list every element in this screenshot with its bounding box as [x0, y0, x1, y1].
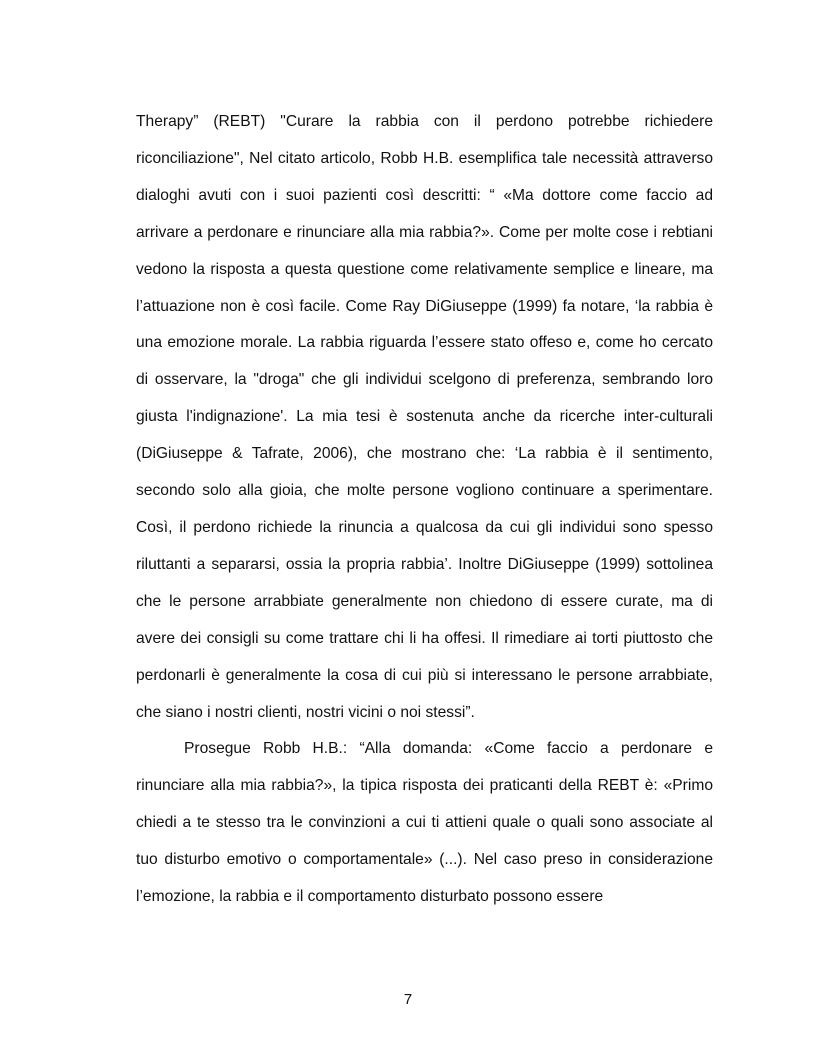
- paragraph-1: Therapy” (REBT) "Curare la rabbia con il perdono potrebbe richiedere riconciliazione", Nel citato articolo, Robb H.B. esemplifica tale necessità attraverso dialoghi avuti con i suoi pazienti così descritti: “ «Ma dottore come faccio ad arrivare a perdonare e rinunciare alla mia rabbia?». Come per molte cose i rebtiani vedono la risposta a questa questione come relativamente semplice e lineare, ma l’attuazione non è così facile. Come Ray DiGiuseppe (1999) fa notare, ‘la rabbia è una emozione morale. La rabbia riguarda l’essere stato offeso e, come ho cercato di osservare, la "droga" che gli individui scelgono di preferenza, sembrando loro giusta l'indignazione'. La mia tesi è sostenuta anche da ricerche inter-culturali (DiGiuseppe & Tafrate, 2006), che mostrano che: ‘La rabbia è il sentimento, secondo solo alla gioia, che molte persone vogliono continuare a sperimentare. Così, il perdono richiede la rinuncia a qualcosa da cui gli individui sono spesso riluttanti a separarsi, ossia la propria rabbia’. Inoltre DiGiuseppe (1999) sottolinea che le persone arrabbiate generalmente non chiedono di essere curate, ma di avere dei consigli su come trattare chi li ha offesi. Il rimediare ai torti piuttosto che perdonarli è generalmente la cosa di cui più si interessano le persone arrabbiate, che siano i nostri clienti, nostri vicini o noi stessi”.: [136, 113, 713, 721]
- page-number: 7: [403, 991, 413, 1008]
- body-text: [136, 104, 713, 916]
- paragraph-2: Prosegue Robb H.B.: “Alla domanda: «Come faccio a perdonare e rinunciare alla mia rabbia?», la tipica risposta dei praticanti della REBT è: «Primo chiedi a te stesso tra le convinzioni a cui ti attieni quale o quali sono associate al tuo disturbo emotivo o comportamentale» (...). Nel caso preso in considerazione l’emozione, la rabbia e il comportamento disturbato possono essere: [136, 740, 713, 906]
